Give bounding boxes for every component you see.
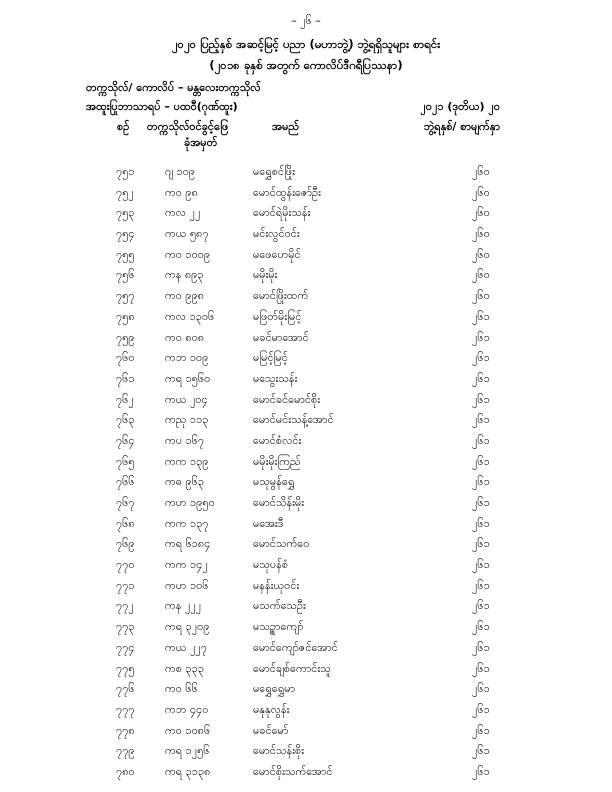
row-number: ၇၅၄ xyxy=(116,227,135,241)
row-year: ၂၆၁ xyxy=(472,723,490,737)
row-year: ၂၆၁ xyxy=(472,682,490,696)
row-year: ၂၆၀ xyxy=(472,185,490,199)
header-name: အမည် xyxy=(272,120,300,133)
row-year: ၂၆၁ xyxy=(472,309,490,323)
header-roll-line2: ခုံအမှတ် xyxy=(184,136,218,149)
row-roll-number: ကဝ ၉၈ xyxy=(165,185,198,199)
row-number: ၇၅၈ xyxy=(116,309,135,323)
row-name: မင်းလွင်ဝင်း xyxy=(253,227,300,241)
table-row xyxy=(0,762,612,783)
row-number: ၇၅၁ xyxy=(116,165,135,178)
row-name: မနန်းယုဝင်း xyxy=(253,578,300,592)
row-year: ၂၆၀ xyxy=(472,165,490,178)
row-roll-number: ကရ ၁၂၅၆ xyxy=(165,744,210,758)
row-number: ၇၆၈ xyxy=(116,516,135,530)
row-number: ၇၆၅ xyxy=(116,454,135,468)
row-roll-number: ကက ၁၄၂ xyxy=(165,558,208,572)
row-roll-number: ကယ ၂၂၇ xyxy=(165,640,207,654)
row-number: ၇၅၃ xyxy=(116,206,135,220)
row-roll-number: ကရ ၁၅၆၀ xyxy=(165,371,211,385)
row-roll-number: ကပ ၁၆၇ xyxy=(165,433,205,447)
header-no: စဉ် xyxy=(117,120,130,133)
row-name: မောင်စိုးသက်အောင် xyxy=(253,764,333,778)
row-roll-number: ဂျ ၁၀၉ xyxy=(165,165,196,178)
row-roll-number: ကဝ ၆၆ xyxy=(165,682,198,696)
header-roll: တက္ကသိုလ်ဝင်ခွင့်ဖြေ xyxy=(147,120,229,133)
row-number: ၇၅၅ xyxy=(116,247,135,261)
row-name: မသွေးသန်း xyxy=(253,371,298,385)
row-number: ၇၆၆ xyxy=(116,475,135,489)
row-year: ၂၆၁ xyxy=(472,537,490,551)
table-row xyxy=(0,596,612,617)
row-roll-number: ကဝ ၉၉၈ xyxy=(165,289,205,303)
table-row xyxy=(0,390,612,411)
row-number: ၇၆၃ xyxy=(116,413,135,427)
row-year: ၂၆၁ xyxy=(472,351,490,365)
document-title: ၂၀၂၀ ပြည့်နှစ် အဆင့်မြင့် ပညာ (မဟာဘွဲ့) ဘွဲ့ရရှိသူများ စာရင်း xyxy=(171,37,441,51)
table-row xyxy=(0,700,612,721)
row-year: ၂၆၁ xyxy=(472,558,490,572)
table-row xyxy=(0,307,612,328)
row-year: ၂၆၁ xyxy=(472,330,490,344)
row-name: မမြင့်မြင့် xyxy=(253,351,288,365)
row-name: မသုမွန်ရွှေ xyxy=(253,475,295,489)
table-row xyxy=(0,369,612,390)
row-roll-number: ကယ ၂၀၄ xyxy=(165,392,208,406)
row-number: ၇၆၇ xyxy=(116,496,135,509)
row-number: ၇၇၀ xyxy=(116,558,135,572)
university-line: တက္ကသိုလ်/ ကောလိပ် – မန္တလေးတက္ကသိုလ် xyxy=(86,81,261,94)
row-number: ၇၇၃ xyxy=(116,620,135,634)
row-roll-number: ကလ ၂၂ xyxy=(165,206,201,220)
row-number: ၇၈၀ xyxy=(116,764,135,778)
row-number: ၇၅၇ xyxy=(116,289,135,303)
row-number: ၇၇၈ xyxy=(116,723,135,737)
row-year: ၂၆၁ xyxy=(472,413,490,427)
row-roll-number: ကရ ၃၂၀၉ xyxy=(165,620,210,634)
row-name: မရွှေစင်ဖြိုး xyxy=(253,165,296,178)
row-name: မသဉ္စာကျော် xyxy=(253,620,304,634)
table-row xyxy=(0,576,612,597)
row-number: ၇၇၁ xyxy=(116,578,135,592)
table-row xyxy=(0,452,612,473)
row-number: ၇၅၉ xyxy=(116,330,135,344)
row-year: ၂၆၁ xyxy=(472,640,490,654)
table-row xyxy=(0,162,612,183)
row-number: ၇၅၂ xyxy=(116,185,134,199)
table-row xyxy=(0,328,612,349)
row-year: ၂၆၁ xyxy=(472,599,490,613)
row-roll-number: ကဓ ၉၆၃ xyxy=(165,475,205,489)
row-number: ၇၇၉ xyxy=(116,744,135,758)
row-name: မနုနုလွန်း xyxy=(253,702,290,716)
row-number: ၇၆၄ xyxy=(116,433,135,447)
row-number: ၇၇၇ xyxy=(116,702,135,716)
row-year: ၂၆၁ xyxy=(472,392,490,406)
row-year: ၂၆၁ xyxy=(472,516,490,530)
row-name: မမိုးမိုးကြည် xyxy=(253,454,301,468)
row-year: ၂၆၁ xyxy=(472,661,490,675)
page-number: – ၂၆ – xyxy=(291,14,321,27)
table-row xyxy=(0,203,612,224)
row-name: မဖေဟေမိုင် xyxy=(253,247,301,261)
row-roll-number: ကဘ ၁၀၉ xyxy=(165,351,209,365)
row-name: မခင်မော် xyxy=(253,723,289,737)
row-number: ၇၆၀ xyxy=(116,351,135,365)
row-name: မအေးဒီ xyxy=(253,516,284,530)
table-row xyxy=(0,224,612,245)
row-roll-number: ကရ ၃၁၃၈ xyxy=(165,764,211,778)
row-roll-number: ကန ၂၂၂ xyxy=(165,599,202,613)
row-name: မောင်ခင်မောင်စိုး xyxy=(253,392,321,406)
table-row xyxy=(0,741,612,762)
row-roll-number: ကဟ ၁၀၆ xyxy=(165,578,209,592)
row-name: မဖြတ်မိုးမြင့် xyxy=(253,309,302,323)
row-year: ၂၆၁ xyxy=(472,371,490,385)
document-subtitle: (၂၀၁၈ ခုနှစ် အတွက် ကောလိပ်ဒီဂရီပြဿနာ) xyxy=(209,58,403,72)
row-year: ၂၆၀ xyxy=(472,206,490,220)
row-number: ၇၇၆ xyxy=(116,682,135,696)
row-year: ၂၆၁ xyxy=(472,454,490,468)
table-row xyxy=(0,286,612,307)
row-roll-number: ကန ၈၉၃ xyxy=(165,268,204,282)
row-year: ၂၆၁ xyxy=(472,620,490,634)
table-row xyxy=(0,659,612,680)
row-year: ၂၆၁ xyxy=(472,496,490,509)
table-row xyxy=(0,721,612,742)
table-row xyxy=(0,638,612,659)
row-year: ၂၆၁ xyxy=(472,433,490,447)
row-name: မောင်စံလင်း xyxy=(253,433,302,447)
row-name: မောင်ဖြိုးထက် xyxy=(253,289,309,303)
row-year: ၂၆၀ xyxy=(472,227,490,241)
table-row xyxy=(0,679,612,700)
row-number: ၇၅၆ xyxy=(116,268,135,282)
row-name: မသုပန်စံ xyxy=(253,558,289,572)
table-body xyxy=(0,162,612,783)
table-row xyxy=(0,514,612,535)
row-roll-number: ကဝ ၁၀၀၉ xyxy=(165,247,211,261)
row-roll-number: ကဘ ၄၄၀ xyxy=(165,702,209,716)
table-row xyxy=(0,472,612,493)
row-name: မောင်သက်ဝေ xyxy=(253,537,310,551)
row-name: မောင်ထွန်းဇော်ဦး xyxy=(253,185,321,199)
row-name: မောင်ကျော်ဇင်အောင် xyxy=(253,640,338,654)
row-year: ၂၆၁ xyxy=(472,702,490,716)
row-name: မသက်သေဦး xyxy=(253,599,306,613)
major-line: အထူးပြုဘာသာရပ် – ပထဝီ(ဂုဏ်ထူး) xyxy=(86,100,238,113)
table-row xyxy=(0,265,612,286)
row-roll-number: ကလ ၁၃၀၆ xyxy=(165,309,215,323)
row-name: မမိုးမိုး xyxy=(253,268,278,282)
table-row xyxy=(0,348,612,369)
row-roll-number: ကရ ၆၁၈၄ xyxy=(165,537,211,551)
row-year: ၂၆၀ xyxy=(472,289,490,303)
row-number: ၇၇၄ xyxy=(116,640,135,654)
table-row xyxy=(0,431,612,452)
row-number: ၇၆၁ xyxy=(116,371,135,385)
row-number: ၇၆၂ xyxy=(116,392,134,406)
row-name: မောင်ချစ်ကောင်းသူ xyxy=(253,661,331,675)
row-roll-number: ကက ၁၃၉ xyxy=(165,454,209,468)
row-roll-number: ကက ၁၃၇ xyxy=(165,516,209,530)
table-row xyxy=(0,555,612,576)
row-roll-number: ကညု ၁၁၃ xyxy=(165,413,209,427)
row-name: မောင်သိန်းမိုး xyxy=(253,496,305,509)
table-row xyxy=(0,245,612,266)
row-name: မောင်ရဲမိုးသန်း xyxy=(253,206,311,220)
row-year: ၂၆၁ xyxy=(472,475,490,489)
table-row xyxy=(0,183,612,204)
row-roll-number: ကဝ ၈၀၈ xyxy=(165,330,205,344)
row-year: ၂၆၁ xyxy=(472,764,490,778)
row-roll-number: ကဝ ၁၀၈၆ xyxy=(165,723,211,737)
row-name: မောင်မင်းသန့်အောင် xyxy=(253,413,334,427)
table-row xyxy=(0,617,612,638)
date-range: ၂၀၂၁ (ဒုတိယ) ၂၀ xyxy=(420,100,500,113)
row-number: ၇၇၂ xyxy=(116,599,134,613)
row-year: ၂၆၀ xyxy=(472,268,490,282)
row-number: ၇၇၅ xyxy=(116,661,135,675)
row-year: ၂၆၁ xyxy=(472,744,490,758)
table-row xyxy=(0,410,612,431)
header-year: ဘွဲ့ရနှစ်/ စာမျက်နှာ xyxy=(423,120,500,133)
row-name: မခင်မာအောင် xyxy=(253,330,309,344)
table-row xyxy=(0,534,612,555)
row-roll-number: ကစ ၃၃၃ xyxy=(165,661,205,675)
row-roll-number: ကယ ၅၈၇ xyxy=(165,227,209,241)
table-row xyxy=(0,493,612,514)
row-name: မရွှေရွှေမာ xyxy=(253,682,296,696)
row-roll-number: ကဟ ၁၉၅၀ xyxy=(165,496,215,509)
row-number: ၇၆၉ xyxy=(116,537,135,551)
row-year: ၂၆၁ xyxy=(472,578,490,592)
row-year: ၂၆၀ xyxy=(472,247,490,261)
row-name: မောင်သန်းစိုး xyxy=(253,744,304,758)
